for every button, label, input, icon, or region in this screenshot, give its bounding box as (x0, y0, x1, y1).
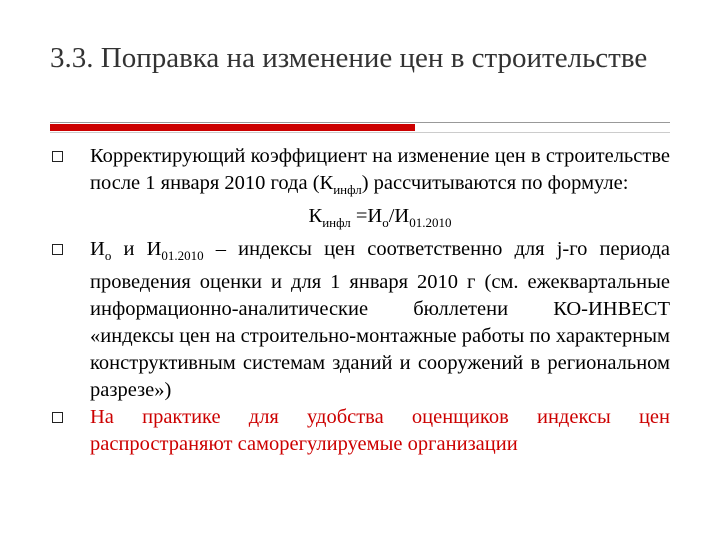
title-divider-top (50, 122, 670, 123)
title-divider-bottom (50, 132, 670, 133)
title-accent-bar (50, 124, 415, 131)
slide-title: 3.3. Поправка на изменение цен в строительстве (50, 42, 648, 74)
hollow-square-bullet-icon (52, 244, 63, 255)
slide-body (52, 143, 670, 458)
bullet-item-indices: $И_о$ и $И_{01.2010}$ – индексы цен соответственно для j-го периода проведения оценки и для 1 января 2010 г (см. ежеквартальные информационно-аналитические бюллетени КО-ИНВЕСТ «индексы цен на строительно-монтажные работы по характерным конструктивным системам зданий и сооружений в региональном разрезе») (52, 236, 670, 404)
formula: $К_{инфл} =И_о/И_{01.2010}$ (308, 205, 452, 231)
hollow-square-bullet-icon (52, 151, 63, 162)
bullet-item-coefficient: Корректирующий коэффициент на изменение цен в строительстве после 1 января 2010 года $(К_{инфл})$ рассчитываются по формуле: (52, 143, 670, 203)
bullet-item-practice: На практике для удобства оценщиков индексы цен распространяют саморегулируемые организации (52, 404, 670, 458)
hollow-square-bullet-icon (52, 412, 63, 423)
